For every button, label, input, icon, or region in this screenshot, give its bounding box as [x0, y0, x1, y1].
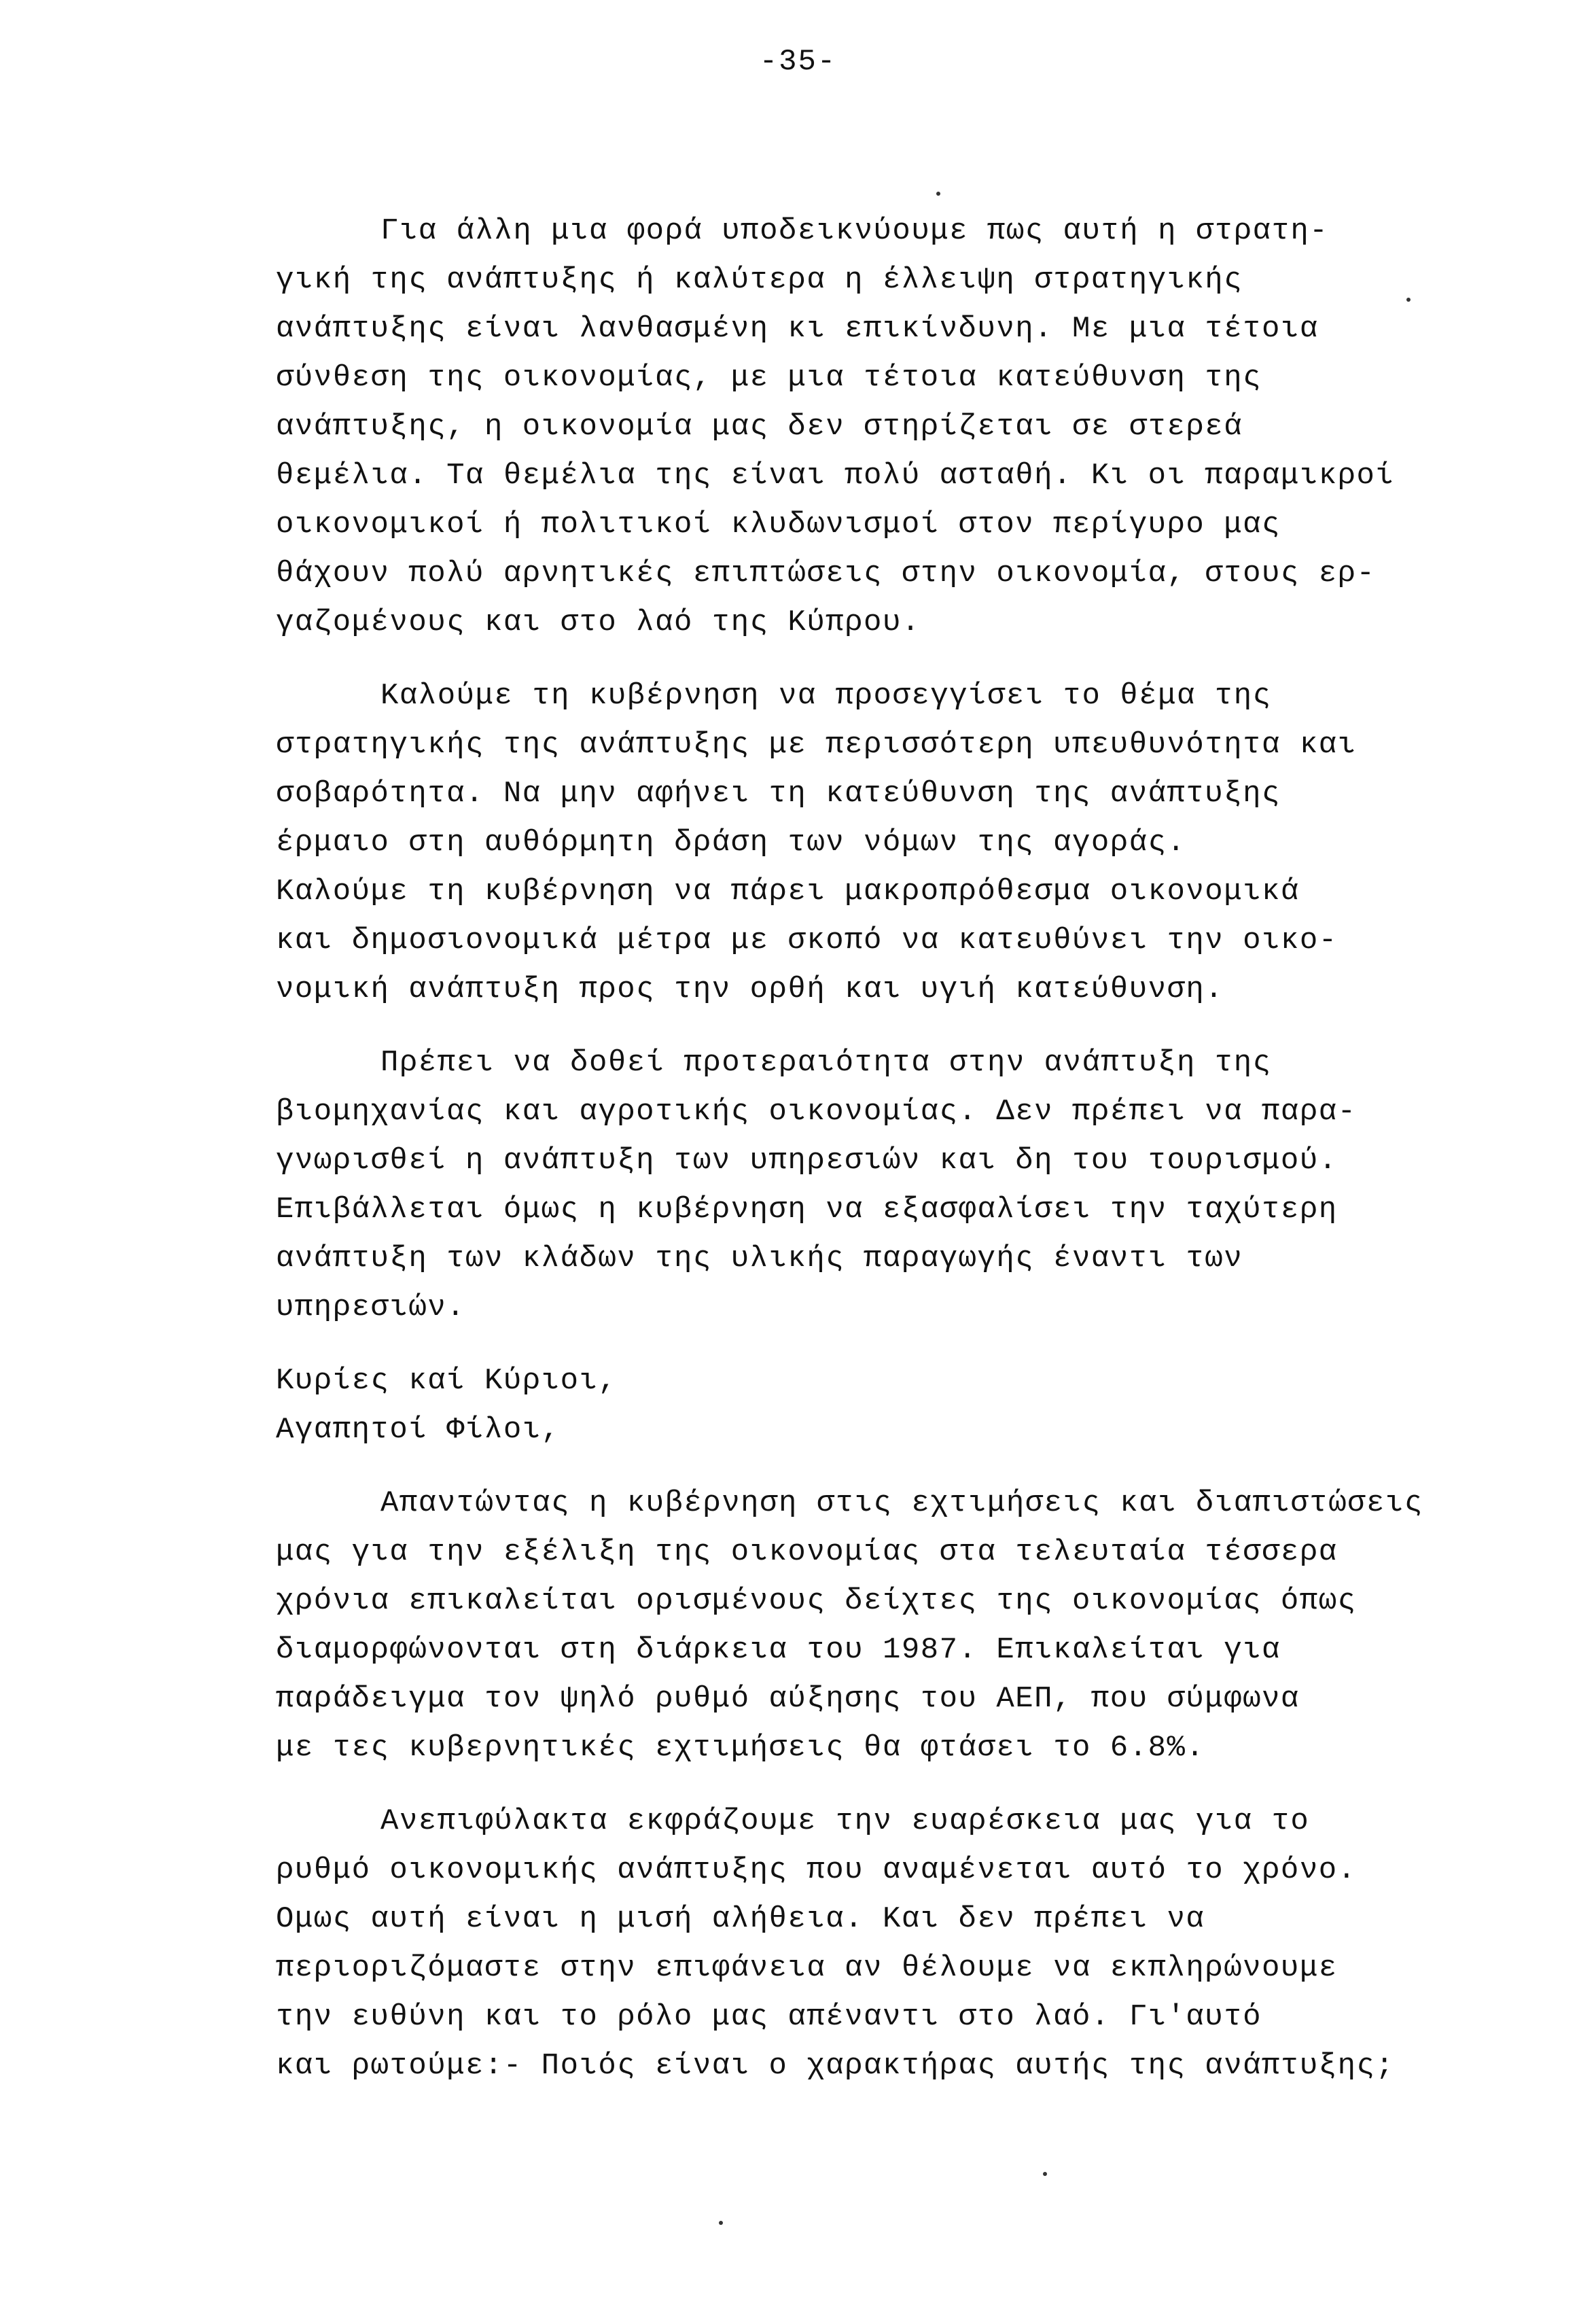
scan-speck	[1406, 298, 1411, 302]
text-line: Για άλλη μια φορά υποδεικνύουμε πως αυτή η στρατη-	[380, 214, 1329, 248]
text-line: και ρωτούμε:- Ποιός είναι ο χαρακτήρας αυτής της ανάπτυξης;	[276, 2049, 1395, 2083]
text-line: ανάπτυξης είναι λανθασμένη κι επικίνδυνη. Με μια τέτοια	[276, 312, 1319, 346]
text-line: Επιβάλλεται όμως η κυβέρνηση να εξασφαλίσει την ταχύτερη	[276, 1193, 1338, 1227]
text-line: νομική ανάπτυξη προς την ορθή και υγιή κατεύθυνση.	[276, 972, 1224, 1006]
text-line: θάχουν πολύ αρνητικές επιπτώσεις στην οικονομία, στους ερ-	[276, 557, 1376, 591]
text-line: υπηρεσιών.	[276, 1290, 466, 1324]
text-line: διαμορφώνονται στη διάρκεια του 1987. Επικαλείται για	[276, 1633, 1281, 1667]
scan-speck	[936, 192, 940, 196]
text-line: και δημοσιονομικά μέτρα με σκοπό να κατευθύνει την οικο-	[276, 924, 1338, 958]
salutation-line: Αγαπητοί Φίλοι,	[276, 1413, 561, 1447]
text-line: Ανεπιφύλακτα εκφράζουμε την ευαρέσκεια μας για το	[380, 1804, 1310, 1838]
text-line: θεμέλια. Τα θεμέλια της είναι πολύ ασταθή. Κι οι παραμικροί	[276, 459, 1395, 493]
text-line: Πρέπει να δοθεί προτεραιότητα στην ανάπτυξη της	[380, 1046, 1272, 1080]
text-line: την ευθύνη και το ρόλο μας απέναντι στο λαό. Γι'αυτό	[276, 2000, 1262, 2034]
scan-speck	[719, 2221, 723, 2225]
text-line: σοβαρότητα. Να μην αφήνει τη κατεύθυνση της ανάπτυξης	[276, 777, 1281, 811]
text-line: ανάπτυξη των κλάδων της υλικής παραγωγής έναντι των	[276, 1242, 1243, 1276]
text-line: με τες κυβερνητικές εχτιμήσεις θα φτάσει το 6.8%.	[276, 1731, 1205, 1765]
text-line: μας για την εξέλιξη της οικονομίας στα τελευταία τέσσερα	[276, 1535, 1338, 1569]
text-line: Καλούμε τη κυβέρνηση να προσεγγίσει το θέμα της	[380, 679, 1272, 713]
text-line: γική της ανάπτυξης ή καλύτερα η έλλειψη στρατηγικής	[276, 263, 1243, 297]
text-line: στρατηγικής της ανάπτυξης με περισσότερη υπευθυνότητα και	[276, 728, 1357, 762]
text-line: Καλούμε τη κυβέρνηση να πάρει μακροπρόθεσμα οικονομικά	[276, 875, 1300, 909]
text-line: σύνθεση της οικονομίας, με μια τέτοια κατεύθυνση της	[276, 361, 1262, 395]
text-line: γαζομένους και στο λαό της Κύπρου.	[276, 605, 921, 639]
page-number: -35-	[759, 45, 837, 79]
text-line: χρόνια επικαλείται ορισμένους δείχτες της οικονομίας όπως	[276, 1584, 1357, 1618]
text-line: περιοριζόμαστε στην επιφάνεια αν θέλουμε να εκπληρώνουμε	[276, 1951, 1338, 1985]
text-line: Ομως αυτή είναι η μισή αλήθεια. Και δεν πρέπει να	[276, 1902, 1205, 1936]
salutation-line: Κυρίες καί Κύριοι,	[276, 1364, 618, 1398]
text-line: ρυθμό οικονομικής ανάπτυξης που αναμένεται αυτό το χρόνο.	[276, 1853, 1357, 1887]
text-line: έρμαιο στη αυθόρμητη δράση των νόμων της αγοράς.	[276, 826, 1186, 860]
text-line: οικονομικοί ή πολιτικοί κλυδωνισμοί στον περίγυρο μας	[276, 508, 1281, 542]
text-line: γνωρισθεί η ανάπτυξη των υπηρεσιών και δη του τουρισμού.	[276, 1144, 1338, 1178]
scan-speck	[1043, 2172, 1047, 2176]
text-line: βιομηχανίας και αγροτικής οικονομίας. Δεν πρέπει να παρα-	[276, 1095, 1357, 1129]
text-line: παράδειγμα τον ψηλό ρυθμό αύξησης του ΑΕΠ, που σύμφωνα	[276, 1682, 1300, 1716]
text-line: Απαντώντας η κυβέρνηση στις εχτιμήσεις και διαπιστώσεις	[380, 1486, 1423, 1520]
text-line: ανάπτυξης, η οικονομία μας δεν στηρίζεται σε στερεά	[276, 410, 1243, 444]
